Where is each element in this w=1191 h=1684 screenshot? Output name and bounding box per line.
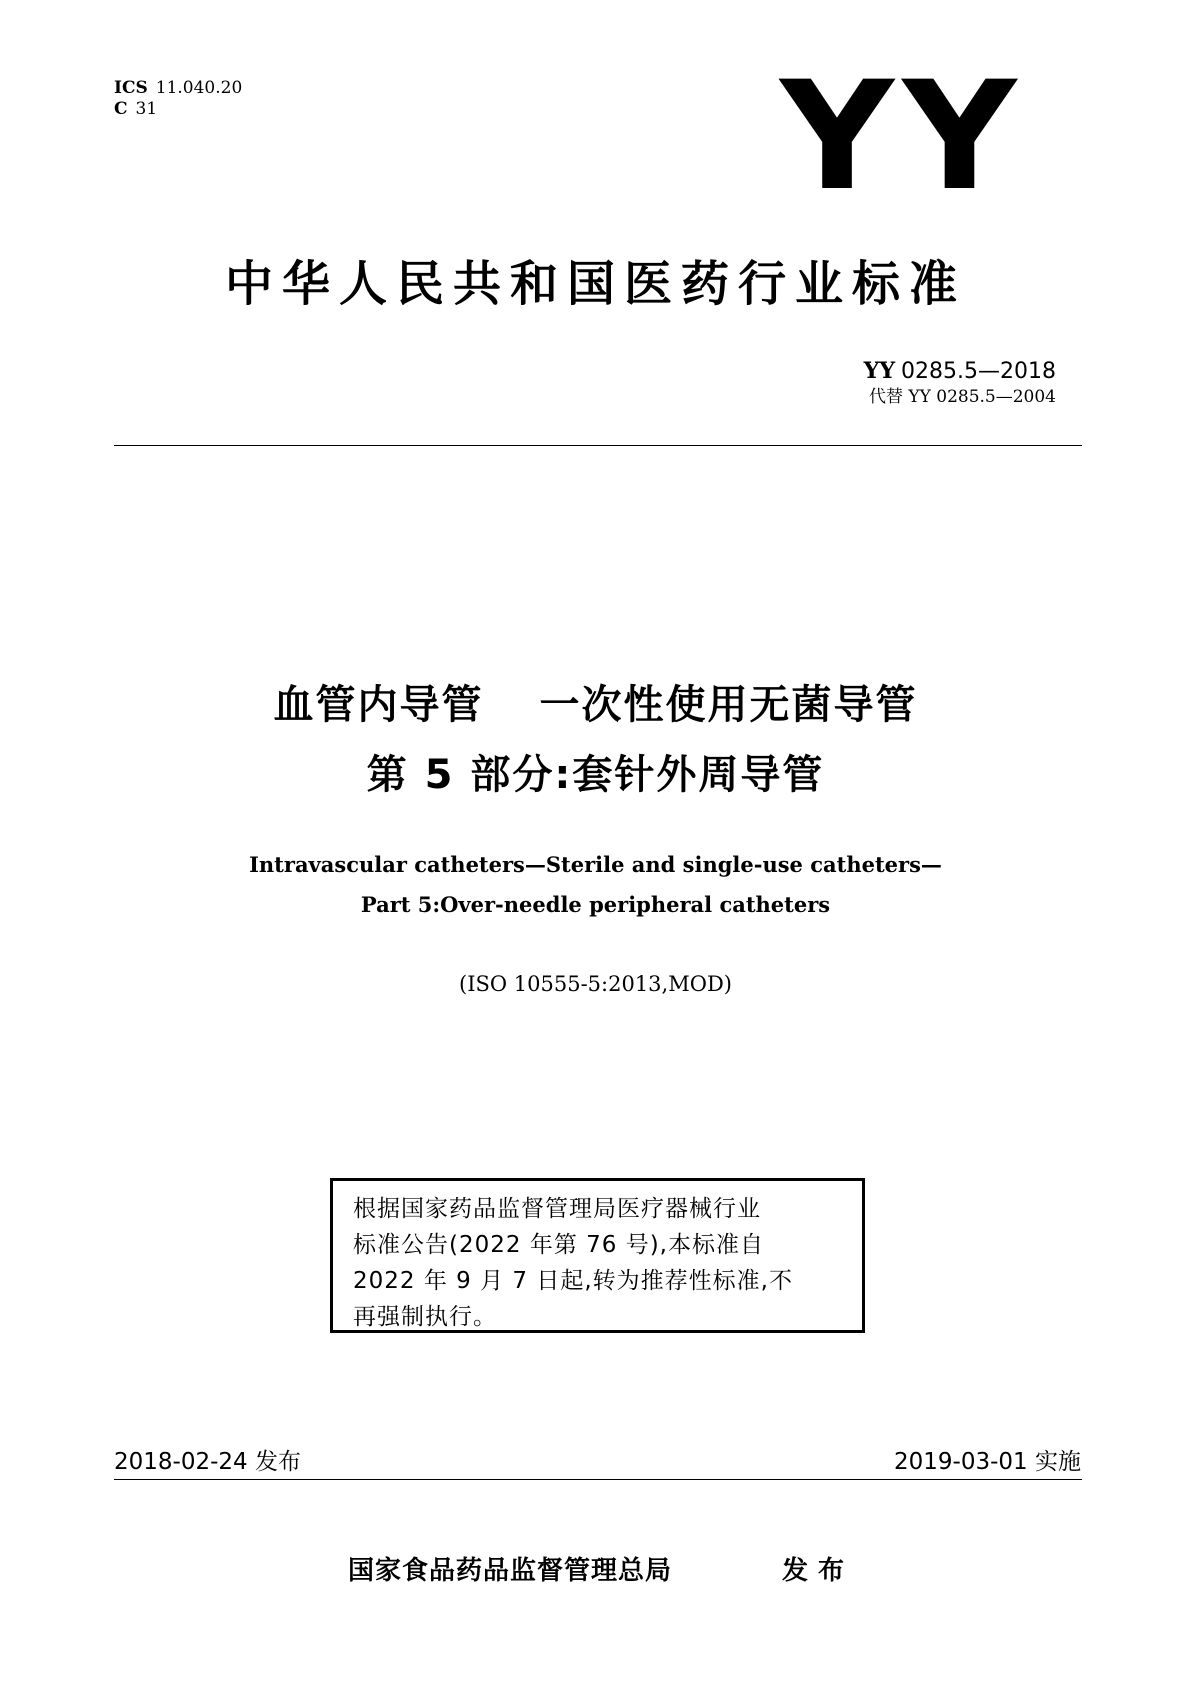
title-en-line-2: Part 5:Over-needle peripheral catheters — [360, 892, 831, 917]
class-label: C — [114, 99, 128, 119]
replaces-standard: 代替 YY 0285.5—2004 — [869, 387, 1056, 407]
notice-box — [330, 1178, 865, 1333]
notice-line: 再强制执行。 — [353, 1304, 497, 1330]
classification-code — [114, 99, 157, 119]
title-en-line-1: Intravascular catheters—Sterile and single-use catheters— — [249, 852, 942, 877]
ics-code — [114, 78, 242, 98]
title-cn-part-a: 血管内导管 — [273, 682, 484, 728]
issue-date: 2018-02-24 发布 — [114, 1449, 301, 1475]
issuer-action: 发布 — [782, 1556, 855, 1586]
title-cn-part-b: 一次性使用无菌导管 — [539, 682, 918, 728]
class-value: 31 — [135, 99, 158, 119]
notice-line: 标准公告(2022 年第 76 号),本标准自 — [353, 1232, 764, 1258]
title-cn-line-1 — [0, 673, 1191, 730]
ics-label: ICS — [114, 78, 148, 98]
top-divider — [114, 445, 1082, 446]
iso-reference: (ISO 10555-5:2013,MOD) — [459, 972, 732, 996]
implementation-date: 2019-03-01 实施 — [894, 1449, 1081, 1475]
notice-line: 根据国家药品监督管理局医疗器械行业 — [353, 1196, 761, 1222]
title-cn-line-2: 第 5 部分:套针外周导管 — [366, 752, 825, 798]
issuing-authority: 国家食品药品监督管理总局 — [348, 1556, 673, 1586]
standard-prefix: YY — [863, 358, 896, 384]
standard-number-value: 0285.5—2018 — [901, 359, 1056, 384]
national-standard-title: 中华人民共和国医药行业标准 — [224, 256, 966, 312]
bottom-divider — [114, 1479, 1082, 1480]
standard-number — [864, 358, 1056, 384]
notice-line: 2022 年 9 月 7 日起,转为推荐性标准,不 — [353, 1268, 793, 1294]
yy-logo: YY — [780, 50, 1025, 224]
ics-value: 11.040.20 — [155, 78, 243, 98]
